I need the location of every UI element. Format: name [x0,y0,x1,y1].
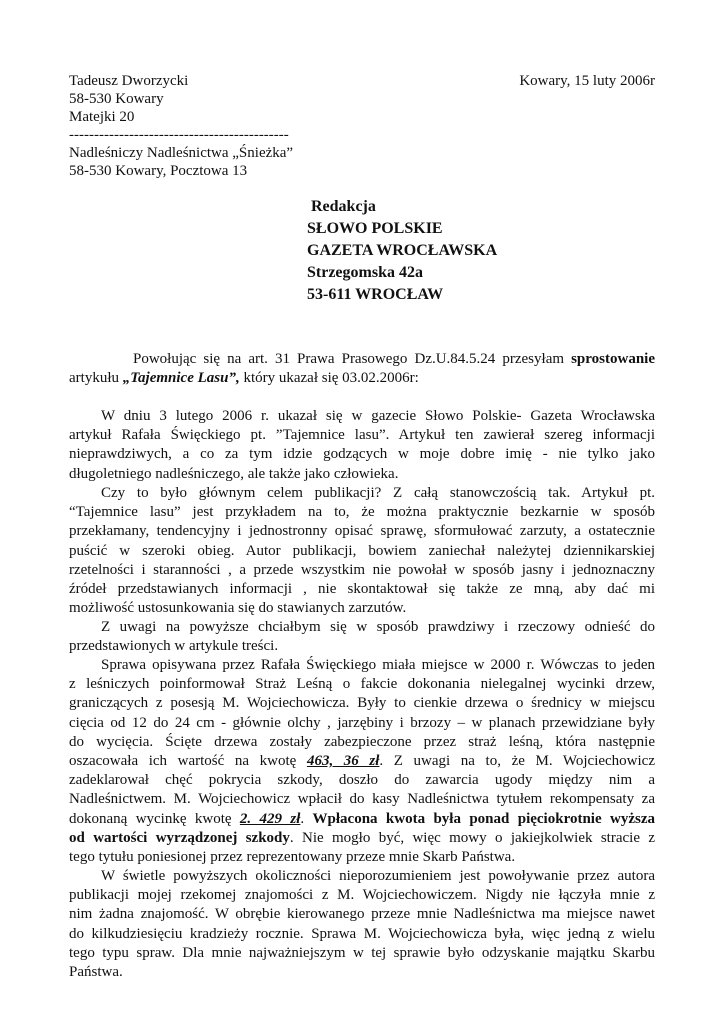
p4-text-9c: . [300,810,313,827]
p5-line: do kilkudziesięciu kradzieży rocznie. Sprawa M. Wojciechowicza była, więc jedną z wielu [69,925,655,942]
intro-text-2c: który ukazał się 03.02.2006r: [239,370,419,387]
sender-title: Nadleśniczy Nadleśnictwa „Śnieżka” [69,145,294,161]
p2-line: źródeł przedstawianych informacji , nie skontaktował się także ze mną, aby dać mi [69,580,655,597]
p3-line: Z uwagi na powyższe chciałbym się w sposób prawdziwy i rzeczowy odnieść do [101,619,655,635]
p5-line: Państwa. [69,963,123,980]
recipient-line-5: 53-611 WROCŁAW [307,286,444,303]
intro-article-title: „Tajemnice Lasu”, [122,370,240,387]
intro-text-2a: artykułu [69,370,123,387]
p4-line-10 [69,829,655,848]
intro-line-1 [69,350,655,369]
p5-line: nim żadna znajomość. W obrębie kierowanego przeze mnie Nadleśnictwa ma miejsce nawet [69,906,655,923]
p4-line: graniczących z posesją M. Wojciechowicza. Były to cienkie drzewa o średnicy w miejscu [69,695,655,712]
paragraph-2 [69,484,655,618]
letter-page [69,0,655,1024]
intro-correction-word: sprostowanie [571,351,655,367]
recipient-line-3: GAZETA WROCŁAWSKA [307,242,498,259]
p4-line: zadeklarował chęć pokrycia szkody, doszło do zawarcia ugody między nim a [69,772,655,789]
recipient-line-1: Redakcja [311,198,376,215]
p5-line: tego typu spraw. Dla mnie najważniejszym w tej sprawie było odzyskanie majątku Skarbu [69,944,655,961]
sender-street: Matejki 20 [69,109,135,125]
paragraph-1 [69,407,655,484]
p1-line: W dniu 3 lutego 2006 r. ukazał się w gazecie Słowo Polskie- Gazeta Wrocławska [101,408,655,424]
sender-separator: -------------------------------------------- [69,127,289,143]
p4-line-6 [69,752,655,771]
paid-amount: 2. 429 zł [239,810,301,827]
p2-line: możliwość ustosunkowania się do stawianych zarzutów. [69,600,407,617]
p2-line: rzetelności i staranności , a przede wszystkim nie powołał w sposób jasny i jednoznaczny [69,561,655,578]
p4-bold-claim-2: od wartości wyrządzonej szkody [69,829,290,846]
p4-line: do wycięcia. Ścięte drzewa zostały zabezpieczone przez straż leśną, która następnie [69,733,655,750]
paragraph-4 [69,656,655,867]
intro-line-2 [69,369,655,388]
p1-line: artykuł Rafała Święckiego pt. ”Tajemnice lasu”. Artykuł ten zawierał szereg informacji [69,427,655,444]
p3-line: przedstawionych w artykule treści. [69,638,279,655]
p4-line: Sprawa opisywana przez Rafała Święckiego miała miejsce w 2000 r. Wówczas to jeden [101,657,655,673]
p2-line: Czy to było głównym celem publikacji? Z całą stanowczością tak. Artykuł pt. [101,485,655,501]
p2-line: przekłamany, tendencyjny i jednostronny opisać sprawę, sformułować zarzuty, a ostatecznie [69,523,655,540]
p4-text-10b: . Nie mogło być, więc mowy o jakiejkolwiek stracie z [289,829,655,846]
intro-text-1a: Powołując się na art. 31 Prawa Prasowego Dz.U.84.5.24 przesyłam [133,351,572,367]
letter-date: Kowary, 15 luty 2006r [519,73,655,89]
p4-line-9 [69,810,655,829]
p4-text-6a: oszacowała ich wartość na kwotę [69,752,307,769]
p1-line: nieprawdziwych, a co za tym idzie godzących w moje dobre imię - nie tylko jako [69,446,655,463]
p4-line: Nadleśnictwem. M. Wojciechowicz wpłacił do kasy Nadleśnictwa tytułem rekompensaty za [69,791,655,808]
sender-name: Tadeusz Dworzycki [69,73,189,89]
p2-line: “Tajemnice lasu” jest przykładem na to, że można praktycznie bezkarnie w sposób [69,504,655,521]
sender-city: 58-530 Kowary [69,91,164,107]
p2-line: puścić w szeroki obieg. Autor publikacji, bowiem zaniechał należytej dziennikarskiej [69,542,655,559]
paragraph-5 [69,867,655,982]
p4-line: tego tytułu poniesionej przez reprezentowany przeze mnie Skarb Państwa. [69,848,516,865]
paragraph-3 [69,618,655,656]
p1-line: długoletniego nadleśniczego, ale także jako człowieka. [69,465,399,482]
p4-text-9a: dokonaną wycinkę kwotę [69,810,240,827]
intro-paragraph [69,350,655,388]
recipient-line-4: Strzegomska 42a [307,264,423,281]
sender-office-address: 58-530 Kowary, Pocztowa 13 [69,163,248,179]
valuation-amount: 463, 36 zł [306,752,380,769]
p5-line: publikacji mojej rzekomej znajomości z M. Wojciechowiczem. Nigdy nie łączyła mnie z [69,887,655,904]
p4-line: cięcia od 12 do 24 cm - głównie olchy , jarzębiny i brzozy – w planach przewidziane były [69,714,655,731]
p5-line: W świetle powyższych okoliczności nieporozumieniem jest powoływanie przez autora [101,868,655,884]
p4-text-6c: . Z uwagi na to, że M. Wojciechowicz [379,752,655,769]
p4-bold-claim-1: Wpłacona kwota była ponad pięciokrotnie wyższa [312,810,655,827]
recipient-line-2: SŁOWO POLSKIE [307,220,443,237]
p4-line: z leśniczych poinformował Straż Leśną o fakcie dokonania nielegalnej wycinki drzew, [69,676,655,693]
